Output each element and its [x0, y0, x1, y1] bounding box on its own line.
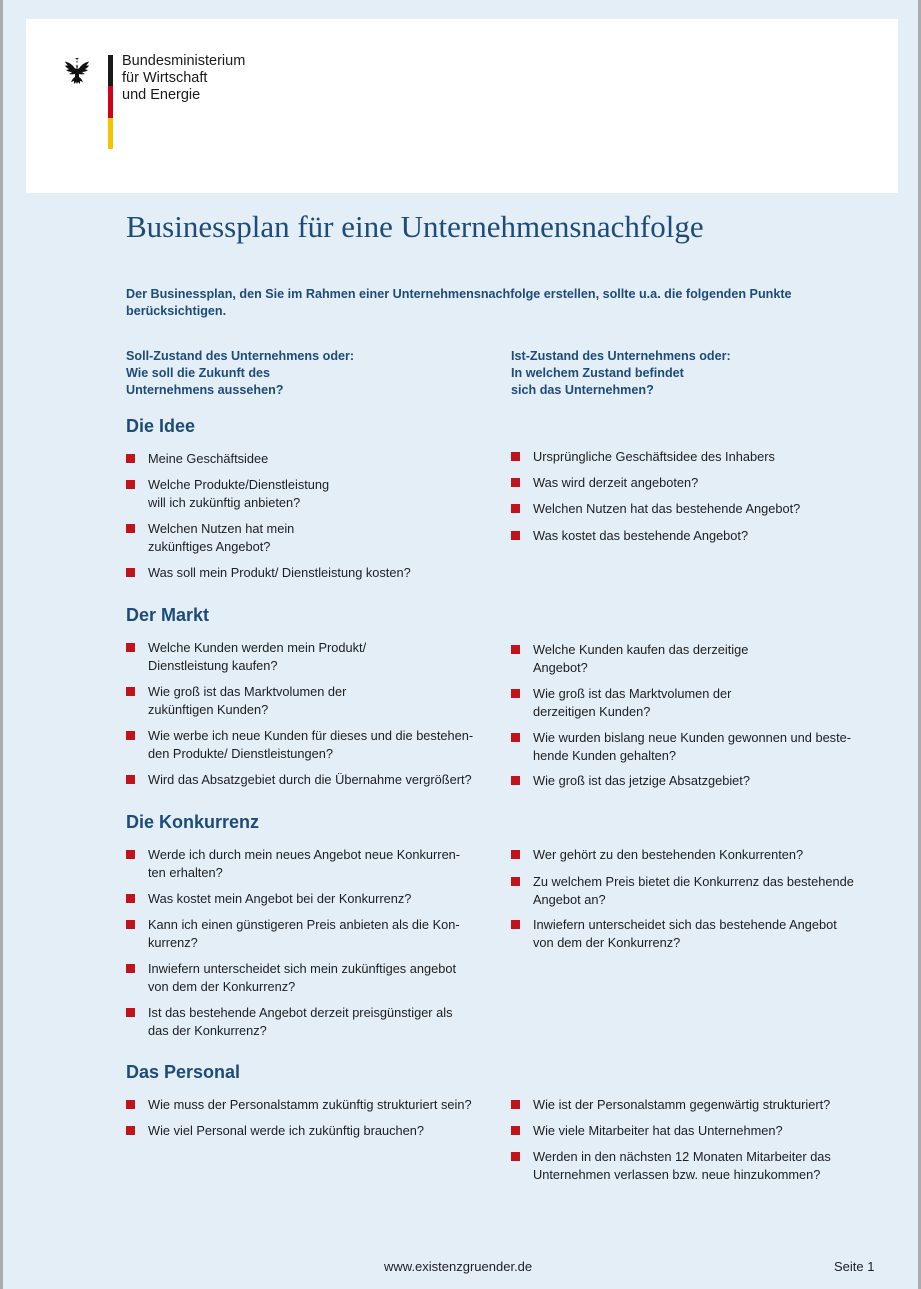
list-item: [126, 450, 268, 468]
red-square-bullet-icon: [511, 850, 520, 859]
list-item: [126, 564, 411, 582]
list-item-text: Wie viel Personal werde ich zukünftig brauchen?: [148, 1123, 424, 1138]
list-item-text: Wie muss der Personalstamm zukünftig strukturiert sein?: [148, 1097, 472, 1112]
ministry-line: Bundesministerium: [122, 53, 246, 69]
list-item-text: Ist das bestehende Angebot derzeit preisgünstiger als das der Konkurrenz?: [148, 1005, 453, 1038]
red-square-bullet-icon: [511, 452, 520, 461]
list-item-text: Welchen Nutzen hat mein zukünftiges Angebot?: [148, 521, 295, 554]
column-heading-soll: Soll-Zustand des Unternehmens oder: Wie soll die Zukunft des Unternehmens aussehen?: [126, 349, 355, 397]
list-item-text: Wie groß ist das jetzige Absatzgebiet?: [533, 773, 750, 788]
red-square-bullet-icon: [511, 776, 520, 785]
red-square-bullet-icon: [126, 775, 135, 784]
red-square-bullet-icon: [126, 480, 135, 489]
list-item-text: Inwiefern unterscheidet sich mein zukünftiges angebot von dem der Konkurrenz?: [148, 961, 457, 994]
flag-stripe-black: [108, 55, 113, 86]
red-square-bullet-icon: [126, 731, 135, 740]
footer-page-number: Seite 1: [834, 1259, 875, 1274]
red-square-bullet-icon: [126, 920, 135, 929]
list-item: [511, 685, 731, 720]
ministry-line: für Wirtschaft: [122, 70, 208, 86]
red-square-bullet-icon: [511, 733, 520, 742]
list-item: [126, 846, 460, 881]
list-item-text: Wie ist der Personalstamm gegenwärtig strukturiert?: [533, 1097, 831, 1112]
red-square-bullet-icon: [511, 1126, 520, 1135]
list-item: [511, 1148, 831, 1183]
section-title: Der Markt: [126, 605, 210, 625]
list-item: [511, 474, 698, 492]
red-square-bullet-icon: [511, 504, 520, 513]
list-item: [511, 641, 748, 676]
red-square-bullet-icon: [511, 920, 520, 929]
list-item: [126, 639, 366, 674]
list-item: [511, 1096, 830, 1114]
list-item: [511, 916, 837, 951]
red-square-bullet-icon: [511, 877, 520, 886]
flag-stripe-red: [108, 86, 113, 117]
section-title: Die Idee: [126, 416, 196, 436]
list-item: [126, 520, 294, 555]
red-square-bullet-icon: [126, 568, 135, 577]
page-header: [26, 19, 898, 193]
list-item-text: Was soll mein Produkt/ Dienstleistung kosten?: [148, 565, 411, 580]
red-square-bullet-icon: [126, 687, 135, 696]
list-item-text: Meine Geschäftsidee: [148, 451, 269, 466]
column-heading-ist: Ist-Zustand des Unternehmens oder: In welchem Zustand befindet sich das Unternehmen?: [511, 349, 731, 397]
list-item: [126, 683, 346, 718]
red-square-bullet-icon: [511, 478, 520, 487]
list-item-text: Werde ich durch mein neues Angebot neue Konkurren- ten erhalten?: [148, 847, 461, 880]
list-item-text: Inwiefern unterscheidet sich das bestehende Angebot von dem der Konkurrenz?: [533, 917, 837, 950]
list-item-text: Was kostet mein Angebot bei der Konkurrenz?: [148, 891, 412, 906]
red-square-bullet-icon: [126, 850, 135, 859]
list-item: [126, 916, 460, 951]
list-item-text: Welche Kunden kaufen das derzeitige Angebot?: [533, 642, 749, 675]
list-item-text: Wie groß ist das Marktvolumen der zukünftigen Kunden?: [148, 684, 347, 717]
section-title: Das Personal: [126, 1062, 241, 1082]
list-item: [511, 1122, 783, 1140]
red-square-bullet-icon: [126, 454, 135, 463]
red-square-bullet-icon: [126, 524, 135, 533]
list-item: [126, 771, 472, 789]
federal-eagle-icon: [62, 53, 98, 89]
list-item-text: Welchen Nutzen hat das bestehende Angebot?: [533, 501, 801, 516]
red-square-bullet-icon: [511, 645, 520, 654]
list-item-text: Ursprüngliche Geschäftsidee des Inhabers: [533, 449, 775, 464]
list-item-text: Welche Produkte/Dienstleistung will ich zukünftig anbieten?: [148, 477, 330, 510]
list-item: [511, 500, 800, 518]
ministry-line: und Energie: [122, 87, 201, 103]
list-item-text: Wie wurden bislang neue Kunden gewonnen und beste- hende Kunden gehalten?: [533, 730, 852, 763]
list-item: [126, 890, 411, 908]
list-item-text: Wird das Absatzgebiet durch die Übernahme vergrößert?: [148, 772, 472, 787]
red-square-bullet-icon: [126, 643, 135, 652]
red-square-bullet-icon: [511, 1100, 520, 1109]
red-square-bullet-icon: [126, 894, 135, 903]
list-item: [511, 846, 803, 864]
list-item-text: Kann ich einen günstigeren Preis anbieten als die Kon- kurrenz?: [148, 917, 460, 950]
section-title: Die Konkurrenz: [126, 812, 260, 832]
list-item: [511, 772, 750, 790]
document-page: [3, 0, 918, 1289]
list-item: [126, 476, 329, 511]
ministry-name: [122, 53, 245, 104]
red-square-bullet-icon: [511, 689, 520, 698]
page-title: Businessplan für eine Unternehmensnachfolge: [126, 209, 704, 244]
red-square-bullet-icon: [511, 531, 520, 540]
red-square-bullet-icon: [126, 964, 135, 973]
list-item-text: Was kostet das bestehende Angebot?: [533, 528, 749, 543]
list-item: [126, 1096, 472, 1114]
intro-text: Der Businessplan, den Sie im Rahmen einer Unternehmensnachfolge erstellen, sollte u.a. die folgenden Punkte berücksichtigen.: [126, 287, 792, 318]
list-item: [126, 727, 473, 762]
federal-flag-bar: [108, 55, 113, 149]
list-item: [126, 1004, 452, 1039]
list-item: [511, 729, 851, 764]
list-item-text: Zu welchem Preis bietet die Konkurrenz das bestehende Angebot an?: [533, 874, 854, 907]
list-item: [511, 527, 748, 545]
list-item-text: Wie viele Mitarbeiter hat das Unternehmen?: [533, 1123, 783, 1138]
list-item-text: Wie groß ist das Marktvolumen der derzeitigen Kunden?: [533, 686, 732, 719]
list-item-text: Wie werbe ich neue Kunden für dieses und die bestehen- den Produkte/ Dienstleistungen?: [148, 728, 474, 761]
list-item-text: Wer gehört zu den bestehenden Konkurrenten?: [533, 847, 804, 862]
flag-stripe-gold: [108, 118, 113, 149]
footer-url: www.existenzgruender.de: [384, 1259, 533, 1274]
list-item-text: Was wird derzeit angeboten?: [533, 475, 699, 490]
list-item: [511, 873, 854, 908]
red-square-bullet-icon: [126, 1100, 135, 1109]
list-item-text: Werden in den nächsten 12 Monaten Mitarbeiter das Unternehmen verlassen bzw. neue hinzukommen?: [533, 1149, 831, 1182]
red-square-bullet-icon: [126, 1126, 135, 1135]
list-item: [511, 448, 775, 466]
list-item: [126, 960, 456, 995]
red-square-bullet-icon: [126, 1008, 135, 1017]
list-item-text: Welche Kunden werden mein Produkt/ Dienstleistung kaufen?: [148, 640, 367, 673]
list-item: [126, 1122, 424, 1140]
red-square-bullet-icon: [511, 1152, 520, 1161]
